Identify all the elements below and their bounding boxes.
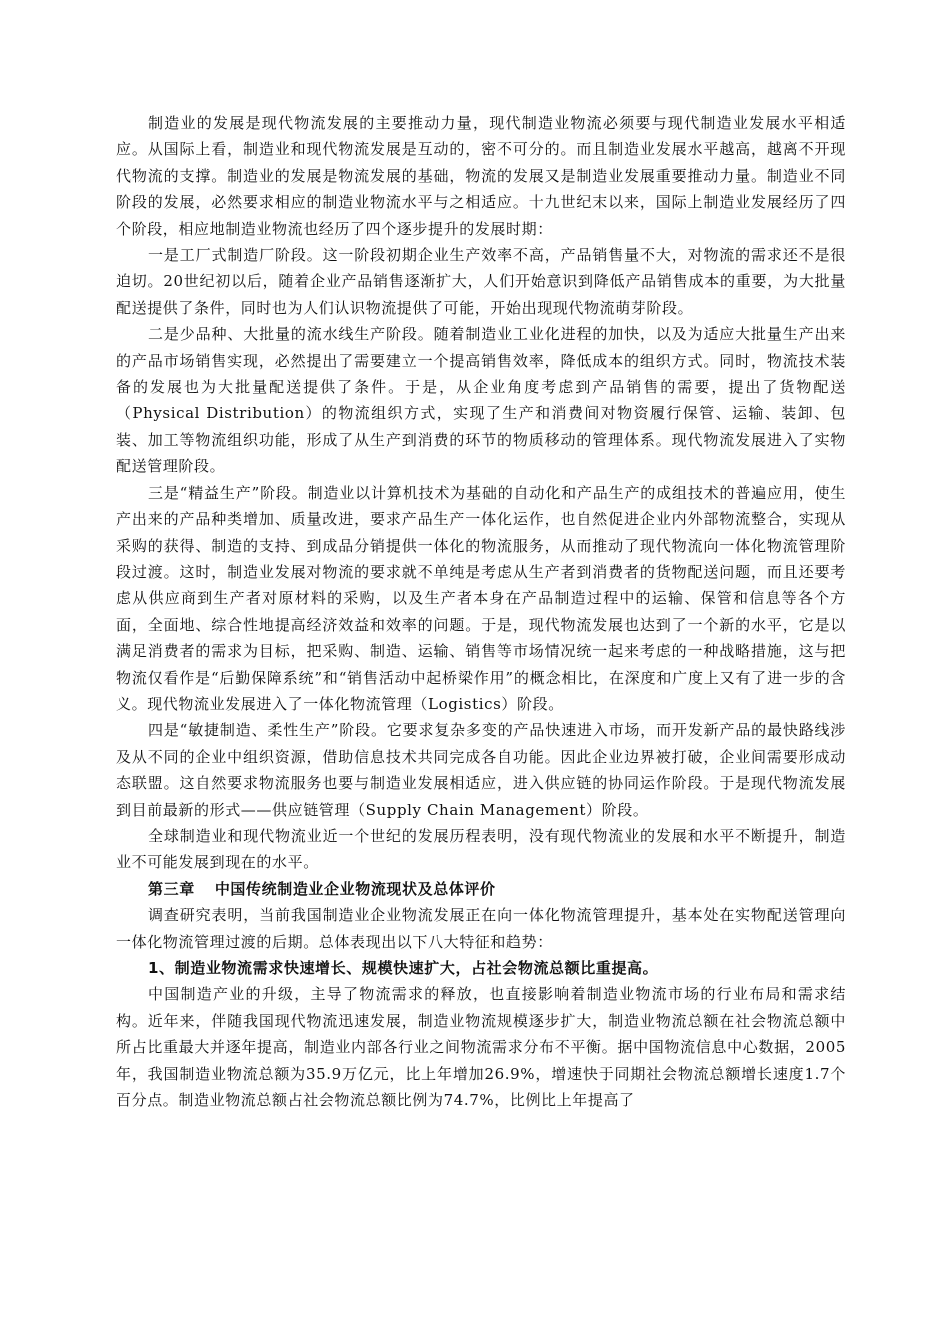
chapter-heading [116, 876, 846, 902]
paragraph-stage-one: 一是工厂式制造厂阶段。这一阶段初期企业生产效率不高，产品销售量不大，对物流的需求还不是很迫切。20世纪初以后，随着企业产品销售逐渐扩大，人们开始意识到降低产品销售成本的重要，为大批量配送提供了条件，同时也为人们认识物流提供了可能，开始出现现代物流萌芽阶段。 [116, 246, 846, 317]
paragraph-stage-two: 二是少品种、大批量的流水线生产阶段。随着制造业工业化进程的加快，以及为适应大批量生产出来的产品市场销售实现，必然提出了需要建立一个提高销售效率，降低成本的组织方式。同时，物流技术装备的发展也为大批量配送提供了条件。于是，从企业角度考虑到产品销售的需要，提出了货物配送（Physical Distribution）的物流组织方式，实现了生产和消费间对物资履行保管、运输、装卸、包装、加工等物流组织功能，形成了从生产到消费的环节的物质移动的管理体系。现代物流发展进入了实物配送管理阶段。 [116, 325, 846, 476]
paragraph-manufacturing-logistics-intro: 制造业的发展是现代物流发展的主要推动力量，现代制造业物流必须要与现代制造业发展水平相适应。从国际上看，制造业和现代物流发展是互动的，密不可分的。而且制造业发展水平越高，越离不开现代物流的支撑。制造业的发展是物流发展的基础，物流的发展又是制造业发展重要推动力量。制造业不同阶段的发展，必然要求相应的制造业物流水平与之相适应。十九世纪末以来，国际上制造业发展经历了四个阶段，相应地制造业物流也经历了四个逐步提升的发展时期： [116, 114, 846, 238]
chapter-number: 第三章 [148, 879, 195, 898]
paragraph-survey-findings: 调查研究表明，当前我国制造业企业物流发展正在向一体化物流管理提升，基本处在实物配送管理向一体化物流管理过渡的后期。总体表现出以下八大特征和趋势： [116, 906, 846, 951]
chapter-title: 中国传统制造业企业物流现状及总体评价 [214, 879, 496, 898]
paragraph-stage-three: 三是“精益生产”阶段。制造业以计算机技术为基础的自动化和产品生产的成组技术的普遍应用，使生产出来的产品种类增加、质量改进，要求产品生产一体化运作，也自然促进企业内外部物流整合，实现从采购的获得、制造的支持、到成品分销提供一体化的物流服务，从而推动了现代物流向一体化物流管理阶段过渡。这时，制造业发展对物流的要求就不单纯是考虑从生产者到消费者的货物配送问题，而且还要考虑从供应商到生产者对原材料的采购，以及生产者本身在产品制造过程中的运输、保管和信息等各个方面，全面地、综合性地提高经济效益和效率的问题。于是，现代物流发展也达到了一个新的水平，它是以满足消费者的需求为目标，把采购、制造、运输、销售等市场情况统一起来考虑的一种战略措施，这与把物流仅看作是“后勤保障系统”和“销售活动中起桥梁作用”的概念相比，在深度和广度上又有了进一步的含义。现代物流业发展进入了一体化物流管理（Logistics）阶段。 [116, 483, 846, 713]
paragraph-century-summary: 全球制造业和现代物流业近一个世纪的发展历程表明，没有现代物流业的发展和水平不断提升，制造业不可能发展到现在的水平。 [116, 826, 846, 872]
section-heading-1: 1、制造业物流需求快速增长、规模快速扩大，占社会物流总额比重提高。 [148, 959, 659, 977]
paragraph-stage-four: 四是“敏捷制造、柔性生产”阶段。它要求复杂多变的产品快速进入市场，而开发新产品的最快路线涉及从不同的企业中组织资源，借助信息技术共同完成各自功能。因此企业边界被打破，企业间需要形成动态联盟。这自然要求物流服务也要与制造业发展相适应，进入供应链的协同运作阶段。于是现代物流发展到目前最新的形式——供应链管理（Supply Chain Management）阶段。 [116, 721, 846, 819]
paragraph-demand-growth: 中国制造产业的升级，主导了物流需求的释放，也直接影响着制造业物流市场的行业布局和需求结构。近年来，伴随我国现代物流迅速发展，制造业物流规模逐步扩大，制造业物流总额在社会物流总额中所占比重最大并逐年提高，制造业内部各行业之间物流需求分布不平衡。据中国物流信息中心数据，2005年，我国制造业物流总额为35.9万亿元，比上年增加26.9%，增速快于同期社会物流总额增长速度1.7个百分点。制造业物流总额占社会物流总额比例为74.7%，比例比上年提高了 [116, 985, 846, 1110]
